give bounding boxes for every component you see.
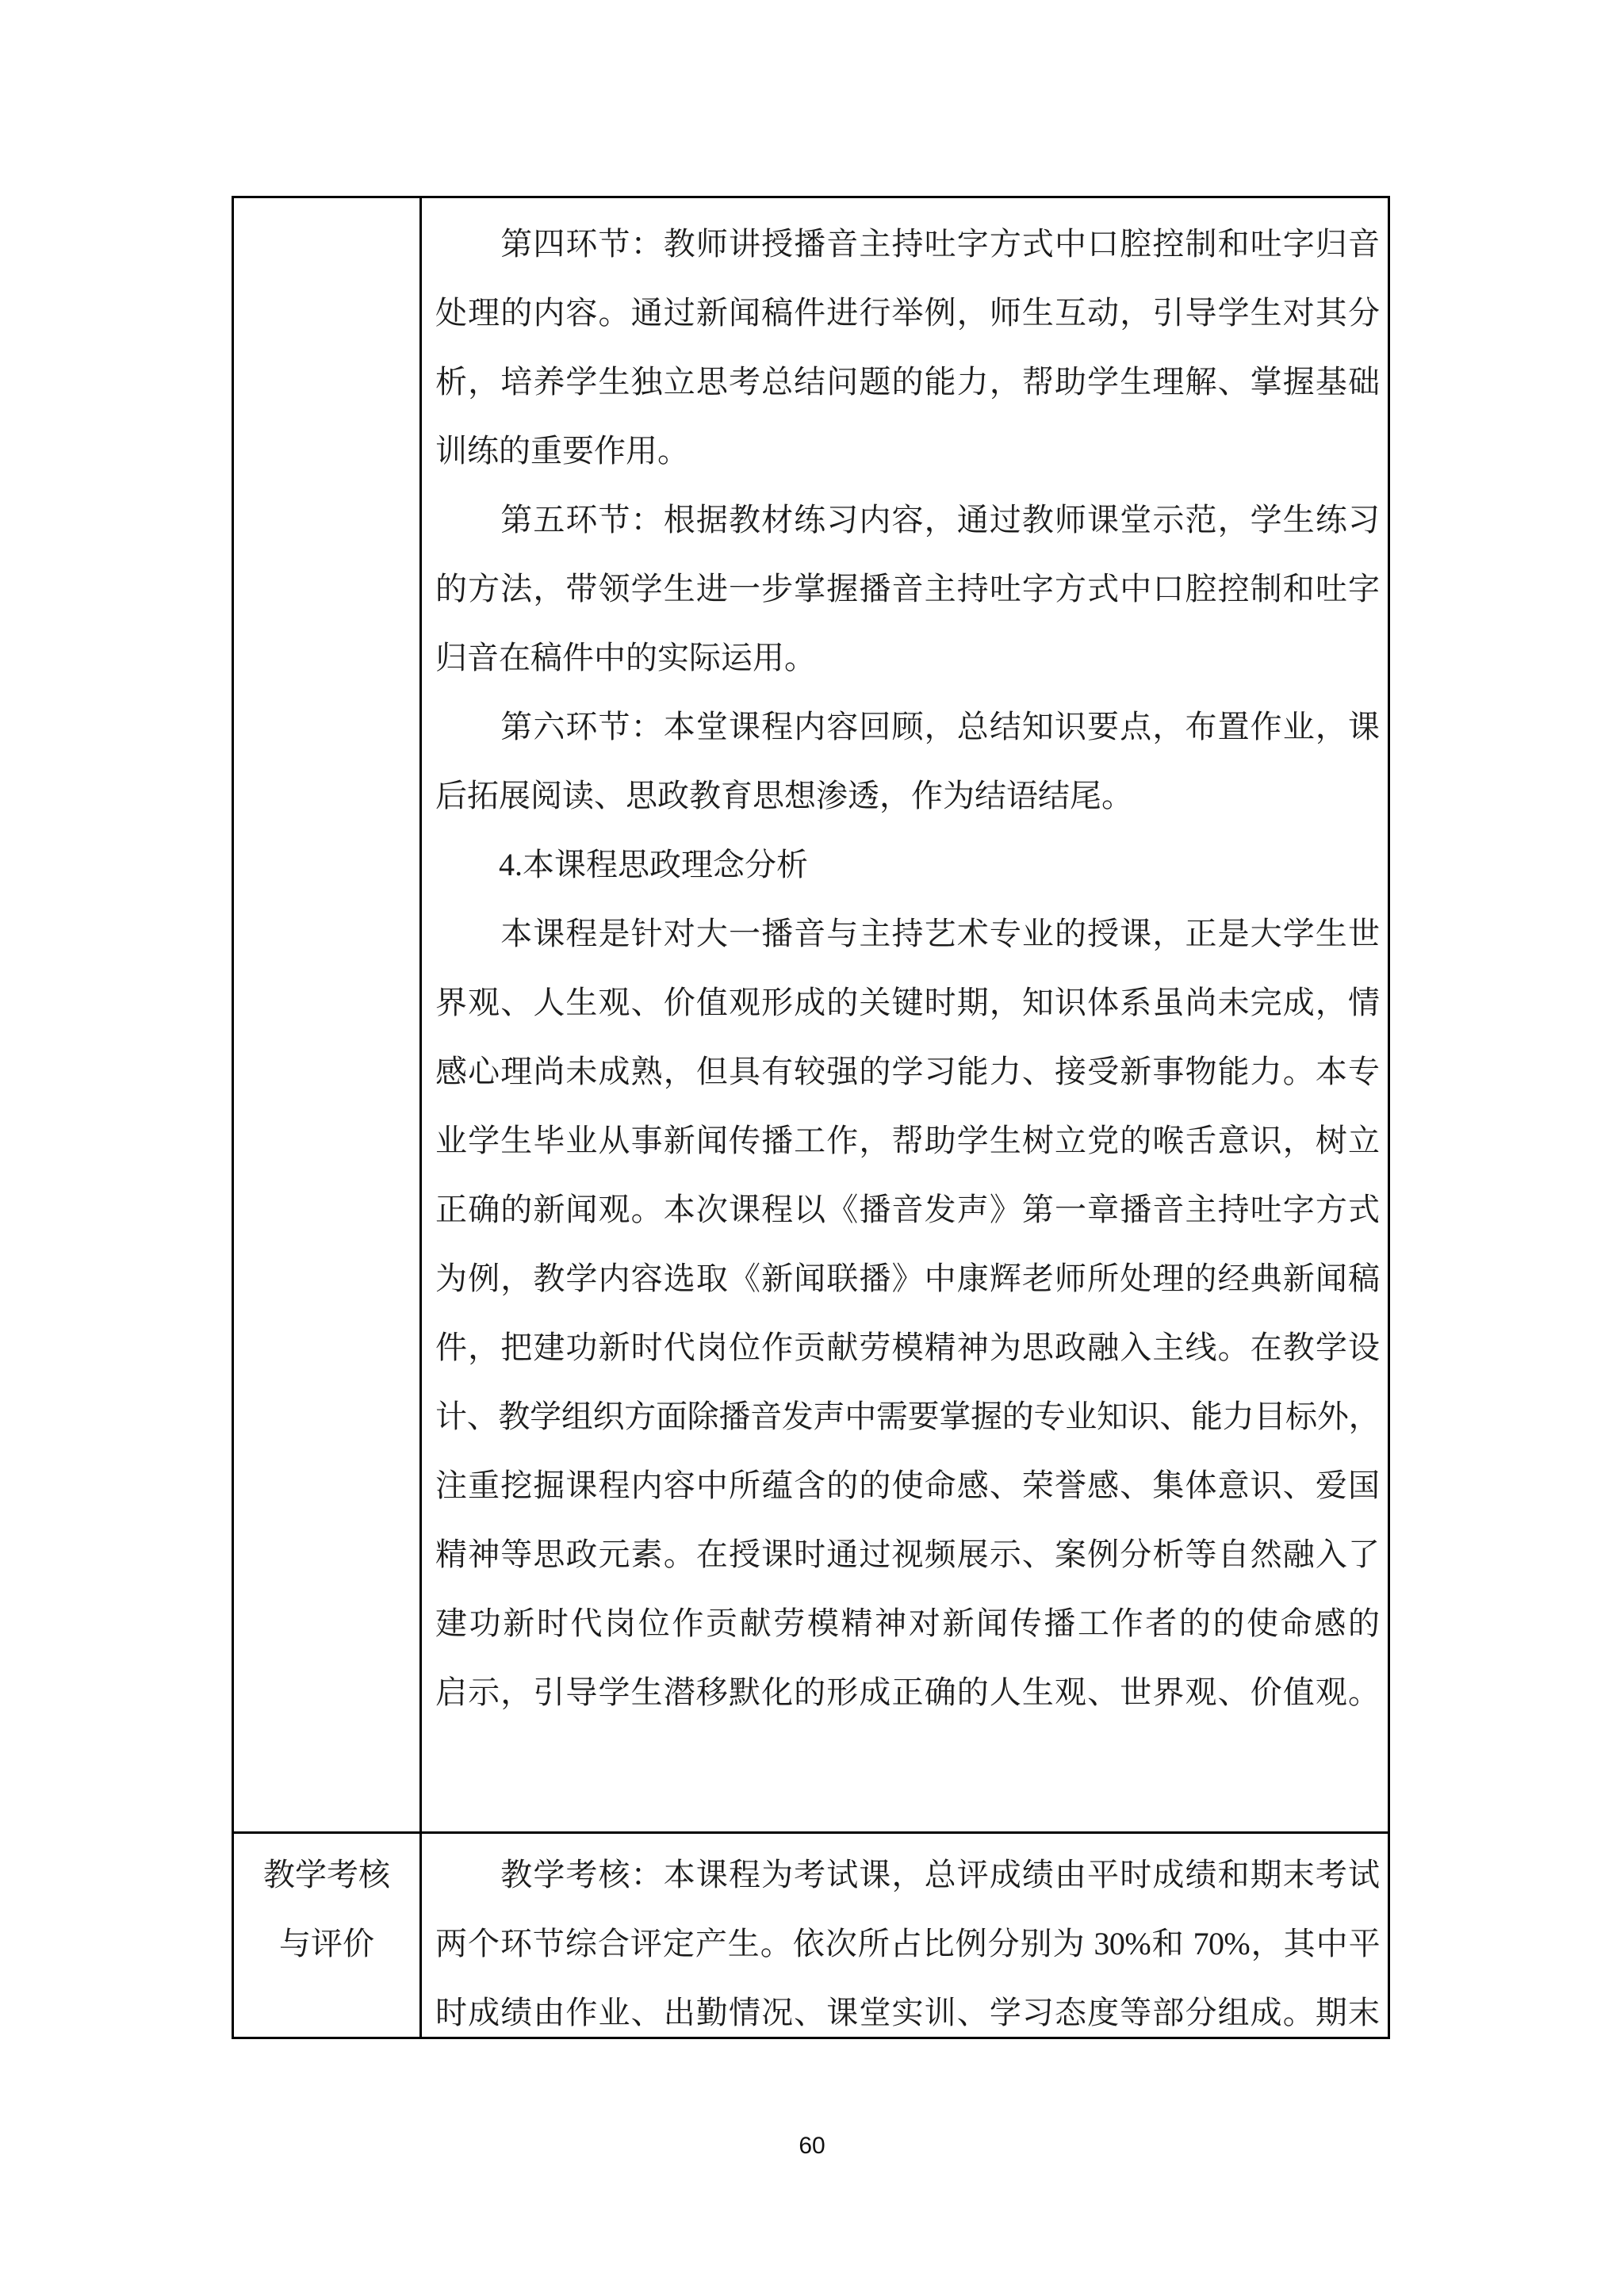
text-line: 第五环节：根据教材练习内容，通过教师课堂示范，学生练习 <box>435 502 1380 538</box>
text-line: 两个环节综合评定产生。依次所占比例分别为 30%和 70%，其中平 <box>435 1926 1380 1961</box>
table-cell-row1-label-empty <box>234 198 422 1834</box>
text-line: 时成绩由作业、出勤情况、课堂实训、学习态度等部分组成。期末 <box>435 1995 1380 2030</box>
text-line: 建功新时代岗位作贡献劳模精神对新闻传播工作者的的使命感的 <box>435 1605 1380 1641</box>
text-line: 教学考核 <box>263 1857 390 1892</box>
text-line: 析，培养学生独立思考总结问题的能力，帮助学生理解、掌握基础 <box>435 364 1380 400</box>
text-line: 训练的重要作用。 <box>435 433 689 469</box>
text-line: 第四环节：教师讲授播音主持吐字方式中口腔控制和吐字归音 <box>435 226 1380 262</box>
text-line: 正确的新闻观。本次课程以《播音发声》第一章播音主持吐字方式 <box>435 1192 1380 1227</box>
table-cell-teaching-process-text <box>422 198 1388 1834</box>
text-line: 与评价 <box>279 1926 374 1961</box>
text-line: 界观、人生观、价值观形成的关键时期，知识体系虽尚未完成，情 <box>435 985 1380 1020</box>
text-line: 注重挖掘课程内容中所蕴含的的使命感、荣誉感、集体意识、爱国 <box>435 1468 1380 1503</box>
text-line: 归音在稿件中的实际运用。 <box>435 640 816 675</box>
text-line: 为例，教学内容选取《新闻联播》中康辉老师所处理的经典新闻稿 <box>435 1261 1380 1296</box>
lesson-plan-table <box>232 196 1390 2039</box>
text-line: 业学生毕业从事新闻传播工作，帮助学生树立党的喉舌意识，树立 <box>435 1123 1380 1158</box>
text-line: 精神等思政元素。在授课时通过视频展示、案例分析等自然融入了 <box>435 1536 1380 1572</box>
table-cell-assessment-label <box>234 1834 422 2037</box>
text-line: 感心理尚未成熟，但具有较强的学习能力、接受新事物能力。本专 <box>435 1054 1380 1089</box>
text-line: 本课程是针对大一播音与主持艺术专业的授课，正是大学生世 <box>435 916 1380 951</box>
text-line: 的方法，带领学生进一步掌握播音主持吐字方式中口腔控制和吐字 <box>435 571 1380 607</box>
text-line: 计、教学组织方面除播音发声中需要掌握的专业知识、能力目标外， <box>435 1399 1380 1434</box>
table-cell-assessment-text <box>422 1834 1388 2037</box>
text-line: 件，把建功新时代岗位作贡献劳模精神为思政融入主线。在教学设 <box>435 1330 1380 1365</box>
text-line: 4.本课程思政理念分析 <box>435 847 808 882</box>
text-line: 后拓展阅读、思政教育思想渗透，作为结语结尾。 <box>435 778 1133 813</box>
text-line: 处理的内容。通过新闻稿件进行举例，师生互动，引导学生对其分 <box>435 295 1380 331</box>
text-line: 启示，引导学生潜移默化的形成正确的人生观、世界观、价值观。 <box>435 1674 1380 1710</box>
page-number: 60 <box>799 2133 825 2159</box>
text-line: 教学考核：本课程为考试课，总评成绩由平时成绩和期末考试 <box>435 1857 1380 1892</box>
text-line: 第六环节：本堂课程内容回顾，总结知识要点，布置作业，课 <box>435 709 1380 744</box>
